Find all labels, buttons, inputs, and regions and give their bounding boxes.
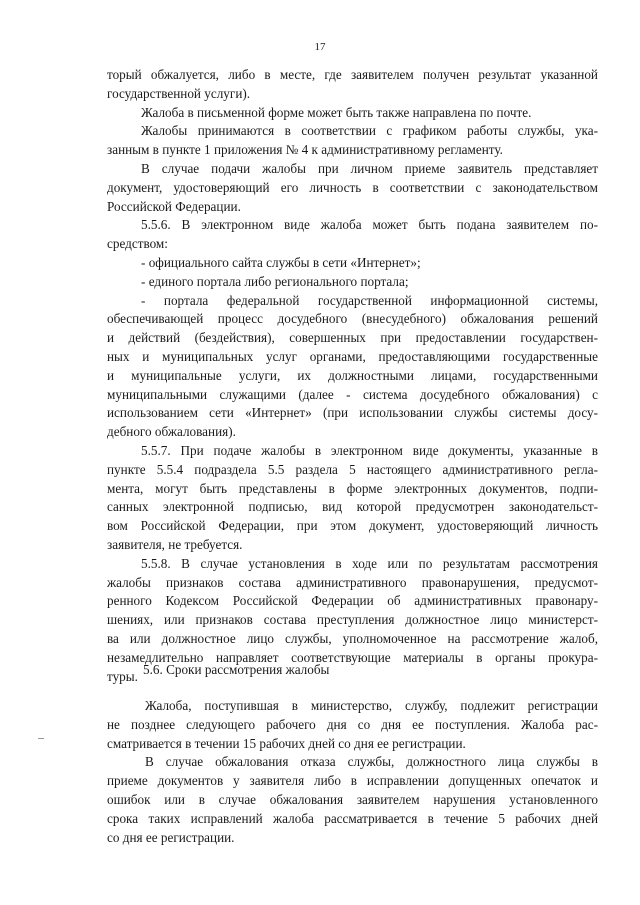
text-line: и действий (бездействия), совершенных при предоставлении государствен-: [107, 330, 598, 346]
text-line: жалобы признаков состава административного правонарушения, предусмот-: [107, 574, 598, 590]
text-line: туры.: [107, 668, 138, 684]
body-text-bottom: [107, 697, 598, 847]
text-line: государственной услуги).: [107, 85, 251, 101]
text-line: ных и муниципальных услуг органами, предоставляющими государственные: [107, 348, 598, 364]
text-line: мента, могут быть представлены в форме электронных документов, подпи-: [107, 480, 598, 496]
text-line: - единого портала либо регионального портала;: [141, 273, 409, 289]
scan-mark: [38, 738, 44, 739]
text-line: - портала федеральной государственной информационной системы,: [141, 292, 598, 308]
text-line: Российской Федерации.: [107, 198, 241, 214]
text-line: 5.5.7. При подаче жалобы в электронном виде документы, указанные в: [141, 442, 598, 458]
text-line: приеме документов у заявителя либо в исправлении допущенных опечаток и: [107, 773, 598, 789]
text-line: средством:: [107, 236, 168, 252]
text-line: санных электронной подписью, вид которой предусмотрен законодательст-: [107, 499, 598, 515]
text-line: пункте 5.5.4 подраздела 5.5 раздела 5 настоящего административного регла-: [107, 461, 598, 477]
body-text-top: [107, 66, 598, 686]
text-line: 5.5.8. В случае установления в ходе или по результатам рассмотрения: [141, 555, 598, 571]
text-line: 5.5.6. В электронном виде жалоба может быть подана заявителем по-: [141, 217, 598, 233]
text-line: дебного обжалования).: [107, 424, 236, 440]
page-number: 17: [314, 41, 326, 53]
text-line: Жалоба в письменной форме может быть также направлена по почте.: [141, 104, 532, 120]
text-line: использованием сети «Интернет» (при использовании службы системы досу-: [107, 405, 598, 421]
text-line: ошибок или в случае обжалования заявителем нарушения установленного: [107, 791, 598, 807]
text-line: обеспечивающей процесс досудебного (внесудебного) обжалования решений: [107, 311, 598, 327]
text-line: документ, удостоверяющий его личность в соответствии с законодательством: [107, 179, 598, 195]
text-line: и муниципальные услуги, их должностными лицами, государственными: [107, 367, 598, 383]
text-line: шениях, или признаков состава преступления должностное лицо министерст-: [107, 612, 598, 628]
text-line: не позднее следующего рабочего дня со дня ее поступления. Жалоба рас-: [107, 716, 598, 732]
text-line: занным в пункте 1 приложения № 4 к административному регламенту.: [107, 142, 503, 158]
section-heading: 5.6. Сроки рассмотрения жалобы: [143, 662, 330, 677]
text-line: торый обжалуется, либо в месте, где заявителем получен результат указанной: [107, 67, 598, 82]
text-line: со дня ее регистрации.: [107, 829, 235, 845]
text-line: срока таких исправлений жалоба рассматривается в течение 5 рабочих дней: [107, 810, 598, 826]
text-line: В случае подачи жалобы при личном приеме заявитель представляет: [141, 160, 598, 176]
text-line: ренного Кодексом Российской Федерации об административных правонару-: [107, 593, 598, 609]
text-line: В случае обжалования отказа службы, должностного лица службы в: [145, 754, 598, 770]
text-line: незамедлительно направляет соответствующие материалы в органы прокура-: [107, 649, 598, 665]
text-line: сматривается в течении 15 рабочих дней со дня ее регистрации.: [107, 735, 466, 751]
text-line: муниципальными служащими (далее - система досудебного обжалования) с: [107, 386, 598, 402]
text-line: - официального сайта службы в сети «Интернет»;: [141, 254, 421, 270]
text-line: Жалобы принимаются в соответствии с графиком работы службы, ука-: [141, 123, 598, 139]
text-line: ва или должностное лицо службы, уполномоченное на рассмотрение жалоб,: [107, 630, 598, 646]
text-line: заявителя, не требуется.: [107, 536, 243, 552]
text-line: Жалоба, поступившая в министерство, службу, подлежит регистрации: [145, 698, 598, 713]
text-line: вом Российской Федерации, при этом документ, удостоверяющий личность: [107, 518, 598, 534]
